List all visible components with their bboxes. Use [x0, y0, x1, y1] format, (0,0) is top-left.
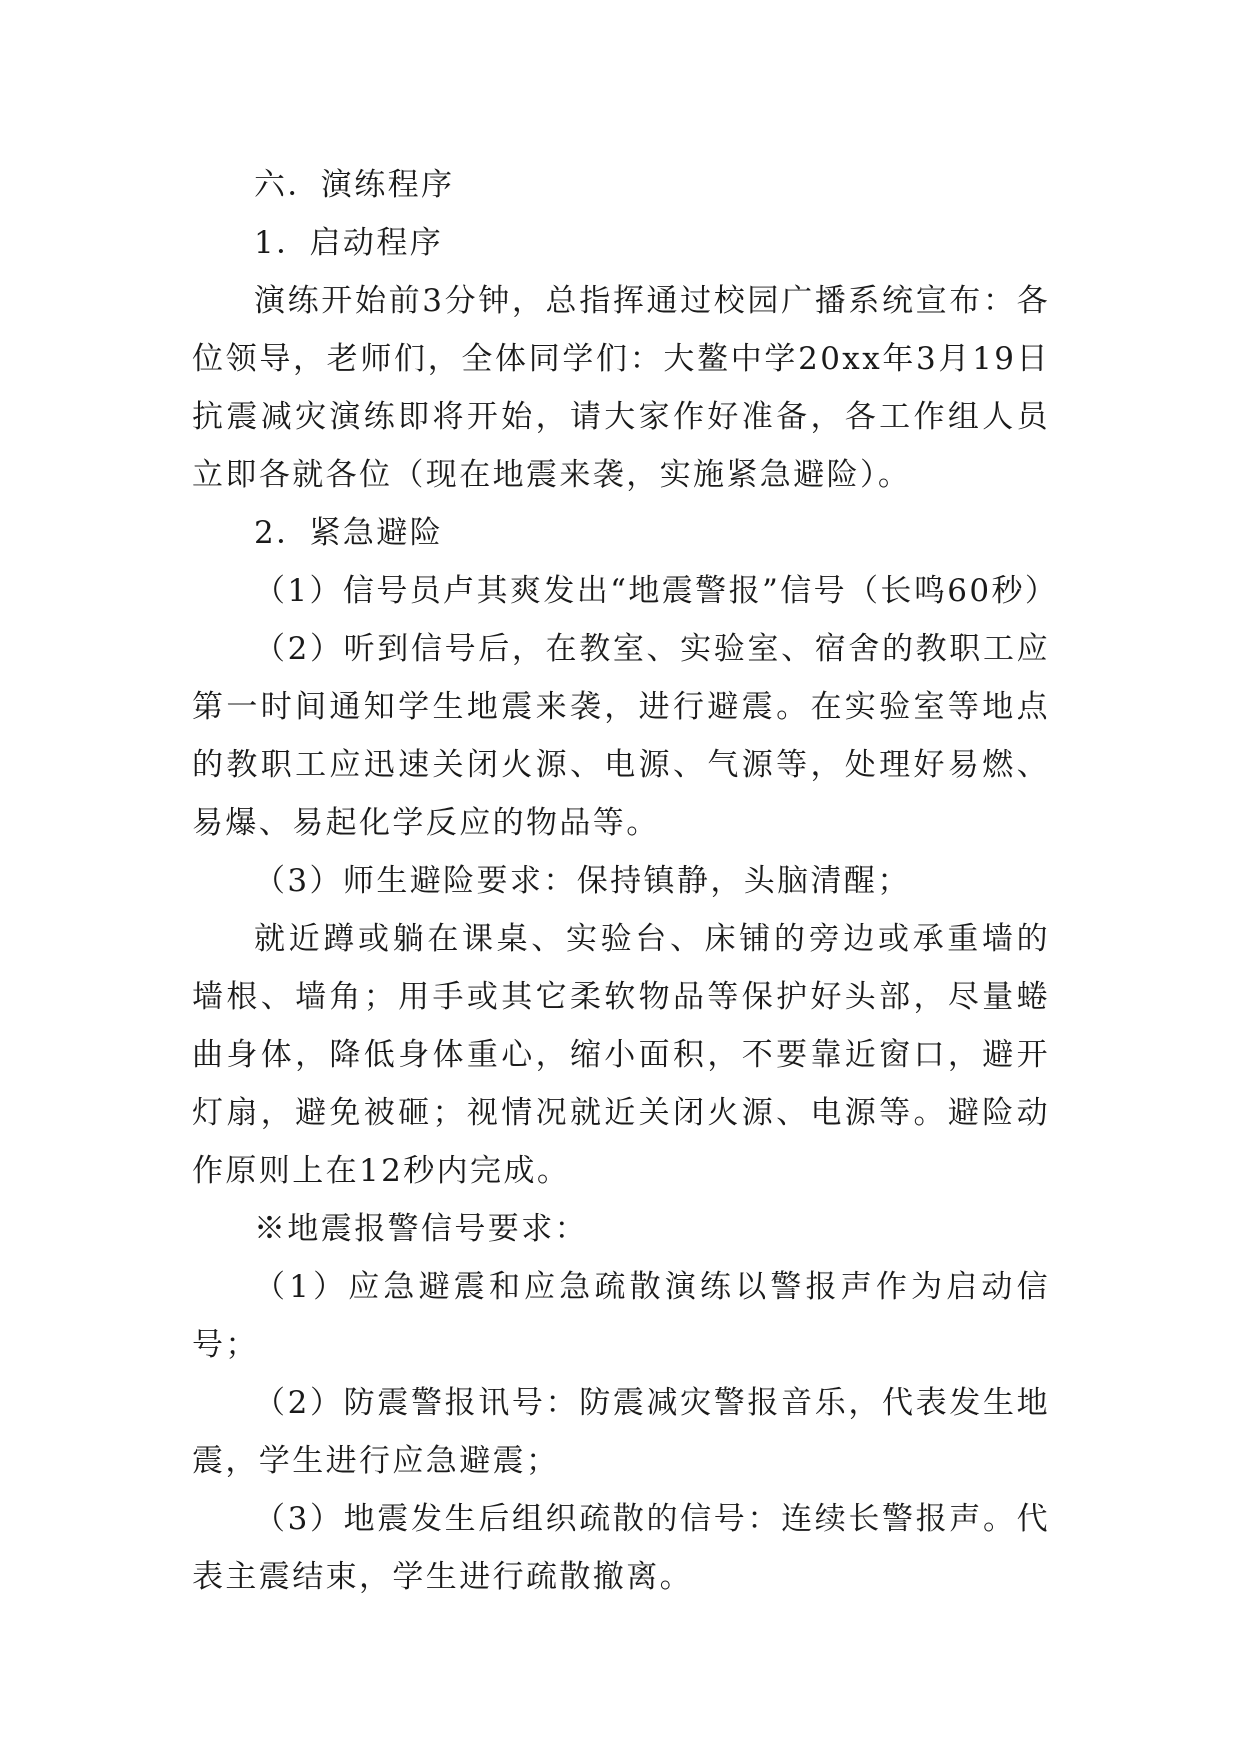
paragraph-alarm-2: （2）防震警报讯号：防震减灾警报音乐，代表发生地震，学生进行应急避震；: [192, 1385, 1050, 1479]
subsection-heading-startup: 1．启动程序: [254, 225, 444, 261]
paragraph-alarm-requirements: ※地震报警信号要求：: [254, 1211, 588, 1247]
paragraph-startup-announcement: 演练开始前3分钟，总指挥通过校园广播系统宣布：各位领导，老师们，全体同学们：大鳌中学20xx年3月19日抗震减灾演练即将开始，请大家作好准备，各工作组人员立即各就各位（现在地震来袭，实施紧急避险）。: [192, 283, 1050, 493]
section-heading: 六．演练程序: [254, 167, 455, 203]
document-page: [192, 156, 1059, 1606]
paragraph-alarm-3: （3）地震发生后组织疏散的信号：连续长警报声。代表主震结束，学生进行疏散撤离。: [192, 1501, 1050, 1595]
paragraph-shelter-actions: 就近蹲或躺在课桌、实验台、床铺的旁边或承重墙的墙根、墙角；用手或其它柔软物品等保护好头部，尽量蜷曲身体，降低身体重心，缩小面积，不要靠近窗口，避开灯扇，避免被砸；视情况就近关闭火源、电源等。避险动作原则上在12秒内完成。: [192, 921, 1050, 1189]
paragraph-signal-3: （3）师生避险要求：保持镇静，头脑清醒；: [254, 863, 911, 899]
paragraph-alarm-1: （1）应急避震和应急疏散演练以警报声作为启动信号；: [192, 1269, 1050, 1363]
paragraph-signal-1: （1）信号员卢其爽发出“地震警报”信号（长鸣60秒）: [254, 573, 1059, 609]
paragraph-signal-2: （2）听到信号后，在教室、实验室、宿舍的教职工应第一时间通知学生地震来袭，进行避震。在实验室等地点的教职工应迅速关闭火源、电源、气源等，处理好易燃、易爆、易起化学反应的物品等。: [192, 631, 1050, 841]
subsection-heading-emergency: 2．紧急避险: [254, 515, 444, 551]
